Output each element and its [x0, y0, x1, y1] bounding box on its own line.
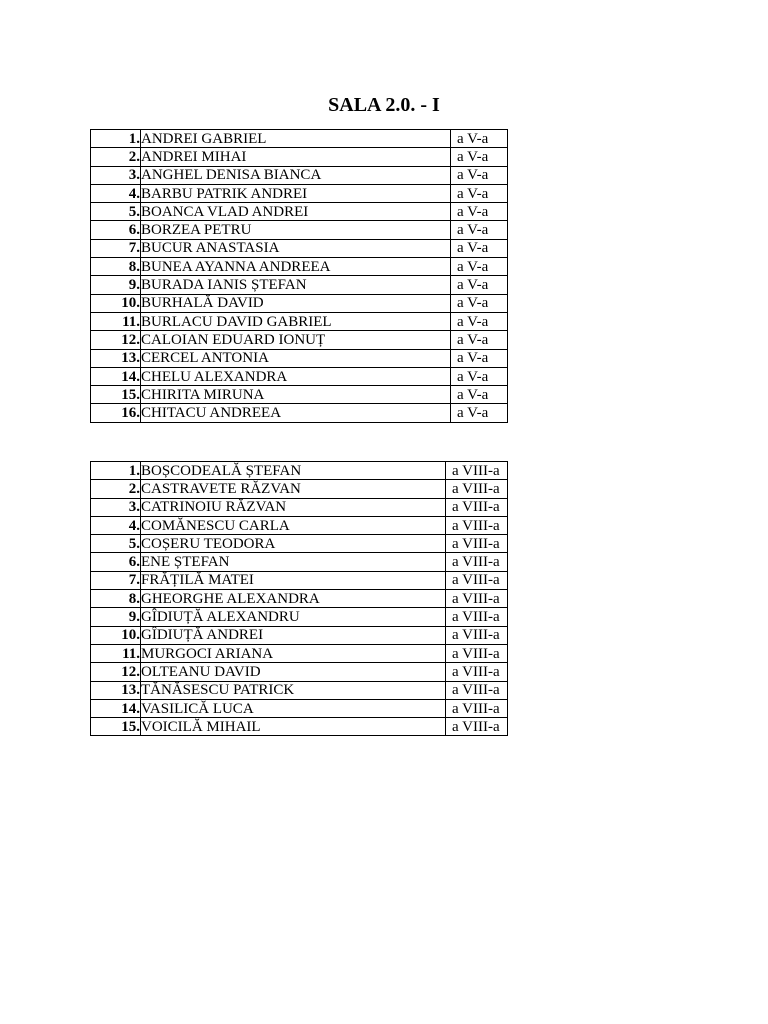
student-name: ANDREI MIHAI: [141, 148, 451, 166]
class-label: a VIII-a: [446, 626, 508, 644]
student-name: BURADA IANIS ȘTEFAN: [141, 276, 451, 294]
table-row: [91, 681, 508, 699]
student-name: GHEORGHE ALEXANDRA: [141, 590, 446, 608]
student-name: TĂNĂSESCU PATRICK: [141, 681, 446, 699]
row-number: 12.: [91, 331, 141, 349]
table-row: [91, 590, 508, 608]
table-row: [91, 203, 508, 221]
table-row: [91, 367, 508, 385]
student-name: BORZEA PETRU: [141, 221, 451, 239]
row-number: 9.: [91, 276, 141, 294]
table-row: [91, 480, 508, 498]
row-number: 10.: [91, 294, 141, 312]
table-row: [91, 349, 508, 367]
table-row: [91, 386, 508, 404]
table-body: [91, 462, 508, 736]
class-label: a V-a: [451, 166, 508, 184]
class-label: a VIII-a: [446, 681, 508, 699]
row-number: 10.: [91, 626, 141, 644]
class-label: a V-a: [451, 184, 508, 202]
class-label: a V-a: [451, 239, 508, 257]
class-label: a V-a: [451, 258, 508, 276]
row-number: 3.: [91, 166, 141, 184]
row-number: 14.: [91, 367, 141, 385]
class-label: a V-a: [451, 148, 508, 166]
student-name: CHELU ALEXANDRA: [141, 367, 451, 385]
row-number: 4.: [91, 184, 141, 202]
table-row: [91, 258, 508, 276]
student-table-grade-8: [90, 461, 508, 736]
table-row: [91, 571, 508, 589]
class-label: a VIII-a: [446, 590, 508, 608]
row-number: 7.: [91, 571, 141, 589]
class-label: a VIII-a: [446, 516, 508, 534]
table-row: [91, 239, 508, 257]
row-number: 9.: [91, 608, 141, 626]
table-row: [91, 404, 508, 422]
student-name: MURGOCI ARIANA: [141, 644, 446, 662]
student-name: BURHALĂ DAVID: [141, 294, 451, 312]
page-title: SALA 2.0. - I: [328, 94, 440, 116]
row-number: 12.: [91, 663, 141, 681]
student-name: FRĂȚILĂ MATEI: [141, 571, 446, 589]
class-label: a V-a: [451, 221, 508, 239]
class-label: a VIII-a: [446, 462, 508, 480]
row-number: 1.: [91, 130, 141, 148]
class-label: a V-a: [451, 331, 508, 349]
table-row: [91, 516, 508, 534]
class-label: a VIII-a: [446, 535, 508, 553]
row-number: 3.: [91, 498, 141, 516]
student-name: CASTRAVETE RĂZVAN: [141, 480, 446, 498]
table-row: [91, 221, 508, 239]
row-number: 2.: [91, 480, 141, 498]
table-row: [91, 663, 508, 681]
class-label: a V-a: [451, 367, 508, 385]
table-row: [91, 148, 508, 166]
class-label: a VIII-a: [446, 553, 508, 571]
student-name: VOICILĂ MIHAIL: [141, 718, 446, 736]
table-row: [91, 644, 508, 662]
table-row: [91, 626, 508, 644]
class-label: a V-a: [451, 276, 508, 294]
student-name: ANGHEL DENISA BIANCA: [141, 166, 451, 184]
row-number: 15.: [91, 386, 141, 404]
table-row: [91, 294, 508, 312]
row-number: 8.: [91, 258, 141, 276]
student-name: CHIRITA MIRUNA: [141, 386, 451, 404]
student-name: GÎDIUȚĂ ALEXANDRU: [141, 608, 446, 626]
row-number: 8.: [91, 590, 141, 608]
class-label: a VIII-a: [446, 480, 508, 498]
student-name: COȘERU TEODORA: [141, 535, 446, 553]
table-row: [91, 312, 508, 330]
class-label: a V-a: [451, 203, 508, 221]
row-number: 2.: [91, 148, 141, 166]
class-label: a VIII-a: [446, 663, 508, 681]
student-table-grade-5: [90, 129, 508, 423]
table-row: [91, 276, 508, 294]
table-row: [91, 553, 508, 571]
class-label: a VIII-a: [446, 571, 508, 589]
student-name: OLTEANU DAVID: [141, 663, 446, 681]
class-label: a VIII-a: [446, 718, 508, 736]
row-number: 13.: [91, 349, 141, 367]
row-number: 7.: [91, 239, 141, 257]
row-number: 16.: [91, 404, 141, 422]
student-name: BUCUR ANASTASIA: [141, 239, 451, 257]
student-name: CHITACU ANDREEA: [141, 404, 451, 422]
class-label: a V-a: [451, 312, 508, 330]
student-name: VASILICĂ LUCA: [141, 699, 446, 717]
class-label: a V-a: [451, 404, 508, 422]
table-row: [91, 331, 508, 349]
student-name: CATRINOIU RĂZVAN: [141, 498, 446, 516]
student-name: GÎDIUȚĂ ANDREI: [141, 626, 446, 644]
class-label: a V-a: [451, 130, 508, 148]
class-label: a VIII-a: [446, 699, 508, 717]
student-name: ANDREI GABRIEL: [141, 130, 451, 148]
student-name: COMĂNESCU CARLA: [141, 516, 446, 534]
student-name: ENE ȘTEFAN: [141, 553, 446, 571]
table-row: [91, 699, 508, 717]
row-number: 15.: [91, 718, 141, 736]
class-label: a VIII-a: [446, 608, 508, 626]
row-number: 6.: [91, 221, 141, 239]
class-label: a V-a: [451, 349, 508, 367]
student-name: CALOIAN EDUARD IONUȚ: [141, 331, 451, 349]
table-row: [91, 498, 508, 516]
student-name: BURLACU DAVID GABRIEL: [141, 312, 451, 330]
row-number: 5.: [91, 203, 141, 221]
row-number: 1.: [91, 462, 141, 480]
row-number: 6.: [91, 553, 141, 571]
row-number: 11.: [91, 312, 141, 330]
class-label: a V-a: [451, 294, 508, 312]
table-row: [91, 462, 508, 480]
student-name: CERCEL ANTONIA: [141, 349, 451, 367]
table-row: [91, 608, 508, 626]
table-row: [91, 184, 508, 202]
row-number: 11.: [91, 644, 141, 662]
table-body: [91, 130, 508, 423]
row-number: 14.: [91, 699, 141, 717]
student-name: BARBU PATRIK ANDREI: [141, 184, 451, 202]
row-number: 5.: [91, 535, 141, 553]
table-row: [91, 535, 508, 553]
class-label: a VIII-a: [446, 644, 508, 662]
row-number: 4.: [91, 516, 141, 534]
table-row: [91, 718, 508, 736]
student-name: BUNEA AYANNA ANDREEA: [141, 258, 451, 276]
student-name: BOANCA VLAD ANDREI: [141, 203, 451, 221]
table-row: [91, 166, 508, 184]
class-label: a VIII-a: [446, 498, 508, 516]
table-row: [91, 130, 508, 148]
class-label: a V-a: [451, 386, 508, 404]
row-number: 13.: [91, 681, 141, 699]
student-name: BOȘCODEALĂ ȘTEFAN: [141, 462, 446, 480]
